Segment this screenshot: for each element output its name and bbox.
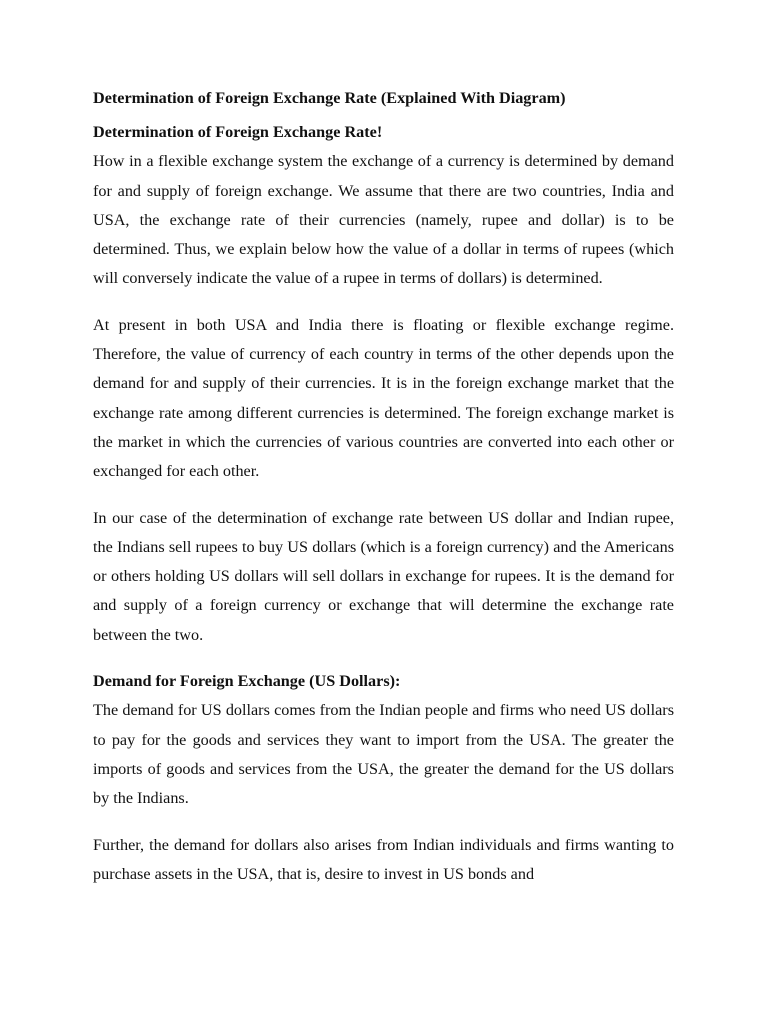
document-page (93, 84, 674, 906)
document-title: Determination of Foreign Exchange Rate (Explained With Diagram) (93, 89, 566, 107)
paragraph-demand-imports: The demand for US dollars comes from the Indian people and firms who need US dollars to pay for the goods and services they want to import from the USA. The greater the imports of goods and services from the USA, the greater the demand for the US dollars by the Indians. (93, 701, 674, 808)
paragraph-dollar-rupee-case: In our case of the determination of exchange rate between US dollar and Indian rupee, the Indians sell rupees to buy US dollars (which is a foreign currency) and the Americans or others holding US dollars will sell dollars in exchange for rupees. It is the demand for and supply of a foreign currency or exchange that will determine the exchange rate between the two. (93, 508, 674, 644)
paragraph-flexible-exchange: How in a flexible exchange system the exchange of a currency is determined by demand for and supply of foreign exchange. We assume that there are two countries, India and USA, the exchange rate of their currencies (namely, rupee and dollar) is to be determined. Thus, we explain below how the value of a dollar in terms of rupees (which will conversely indicate the value of a rupee in terms of dollars) is determined. (93, 152, 674, 288)
paragraph-demand-assets: Further, the demand for dollars also arises from Indian individuals and firms wanting to purchase assets in the USA, that is, desire to invest in US bonds and (93, 835, 674, 883)
section-heading-determination: Determination of Foreign Exchange Rate! (93, 123, 383, 141)
section-heading-demand: Demand for Foreign Exchange (US Dollars): (93, 672, 401, 691)
paragraph-floating-regime: At present in both USA and India there is floating or flexible exchange regime. Therefore, the value of currency of each country in terms of the other depends upon the demand for and supply of their currencies. It is in the foreign exchange market that the exchange rate among different currencies is determined. The foreign exchange market is the market in which the currencies of various countries are converted into each other or exchanged for each other. (93, 315, 674, 481)
